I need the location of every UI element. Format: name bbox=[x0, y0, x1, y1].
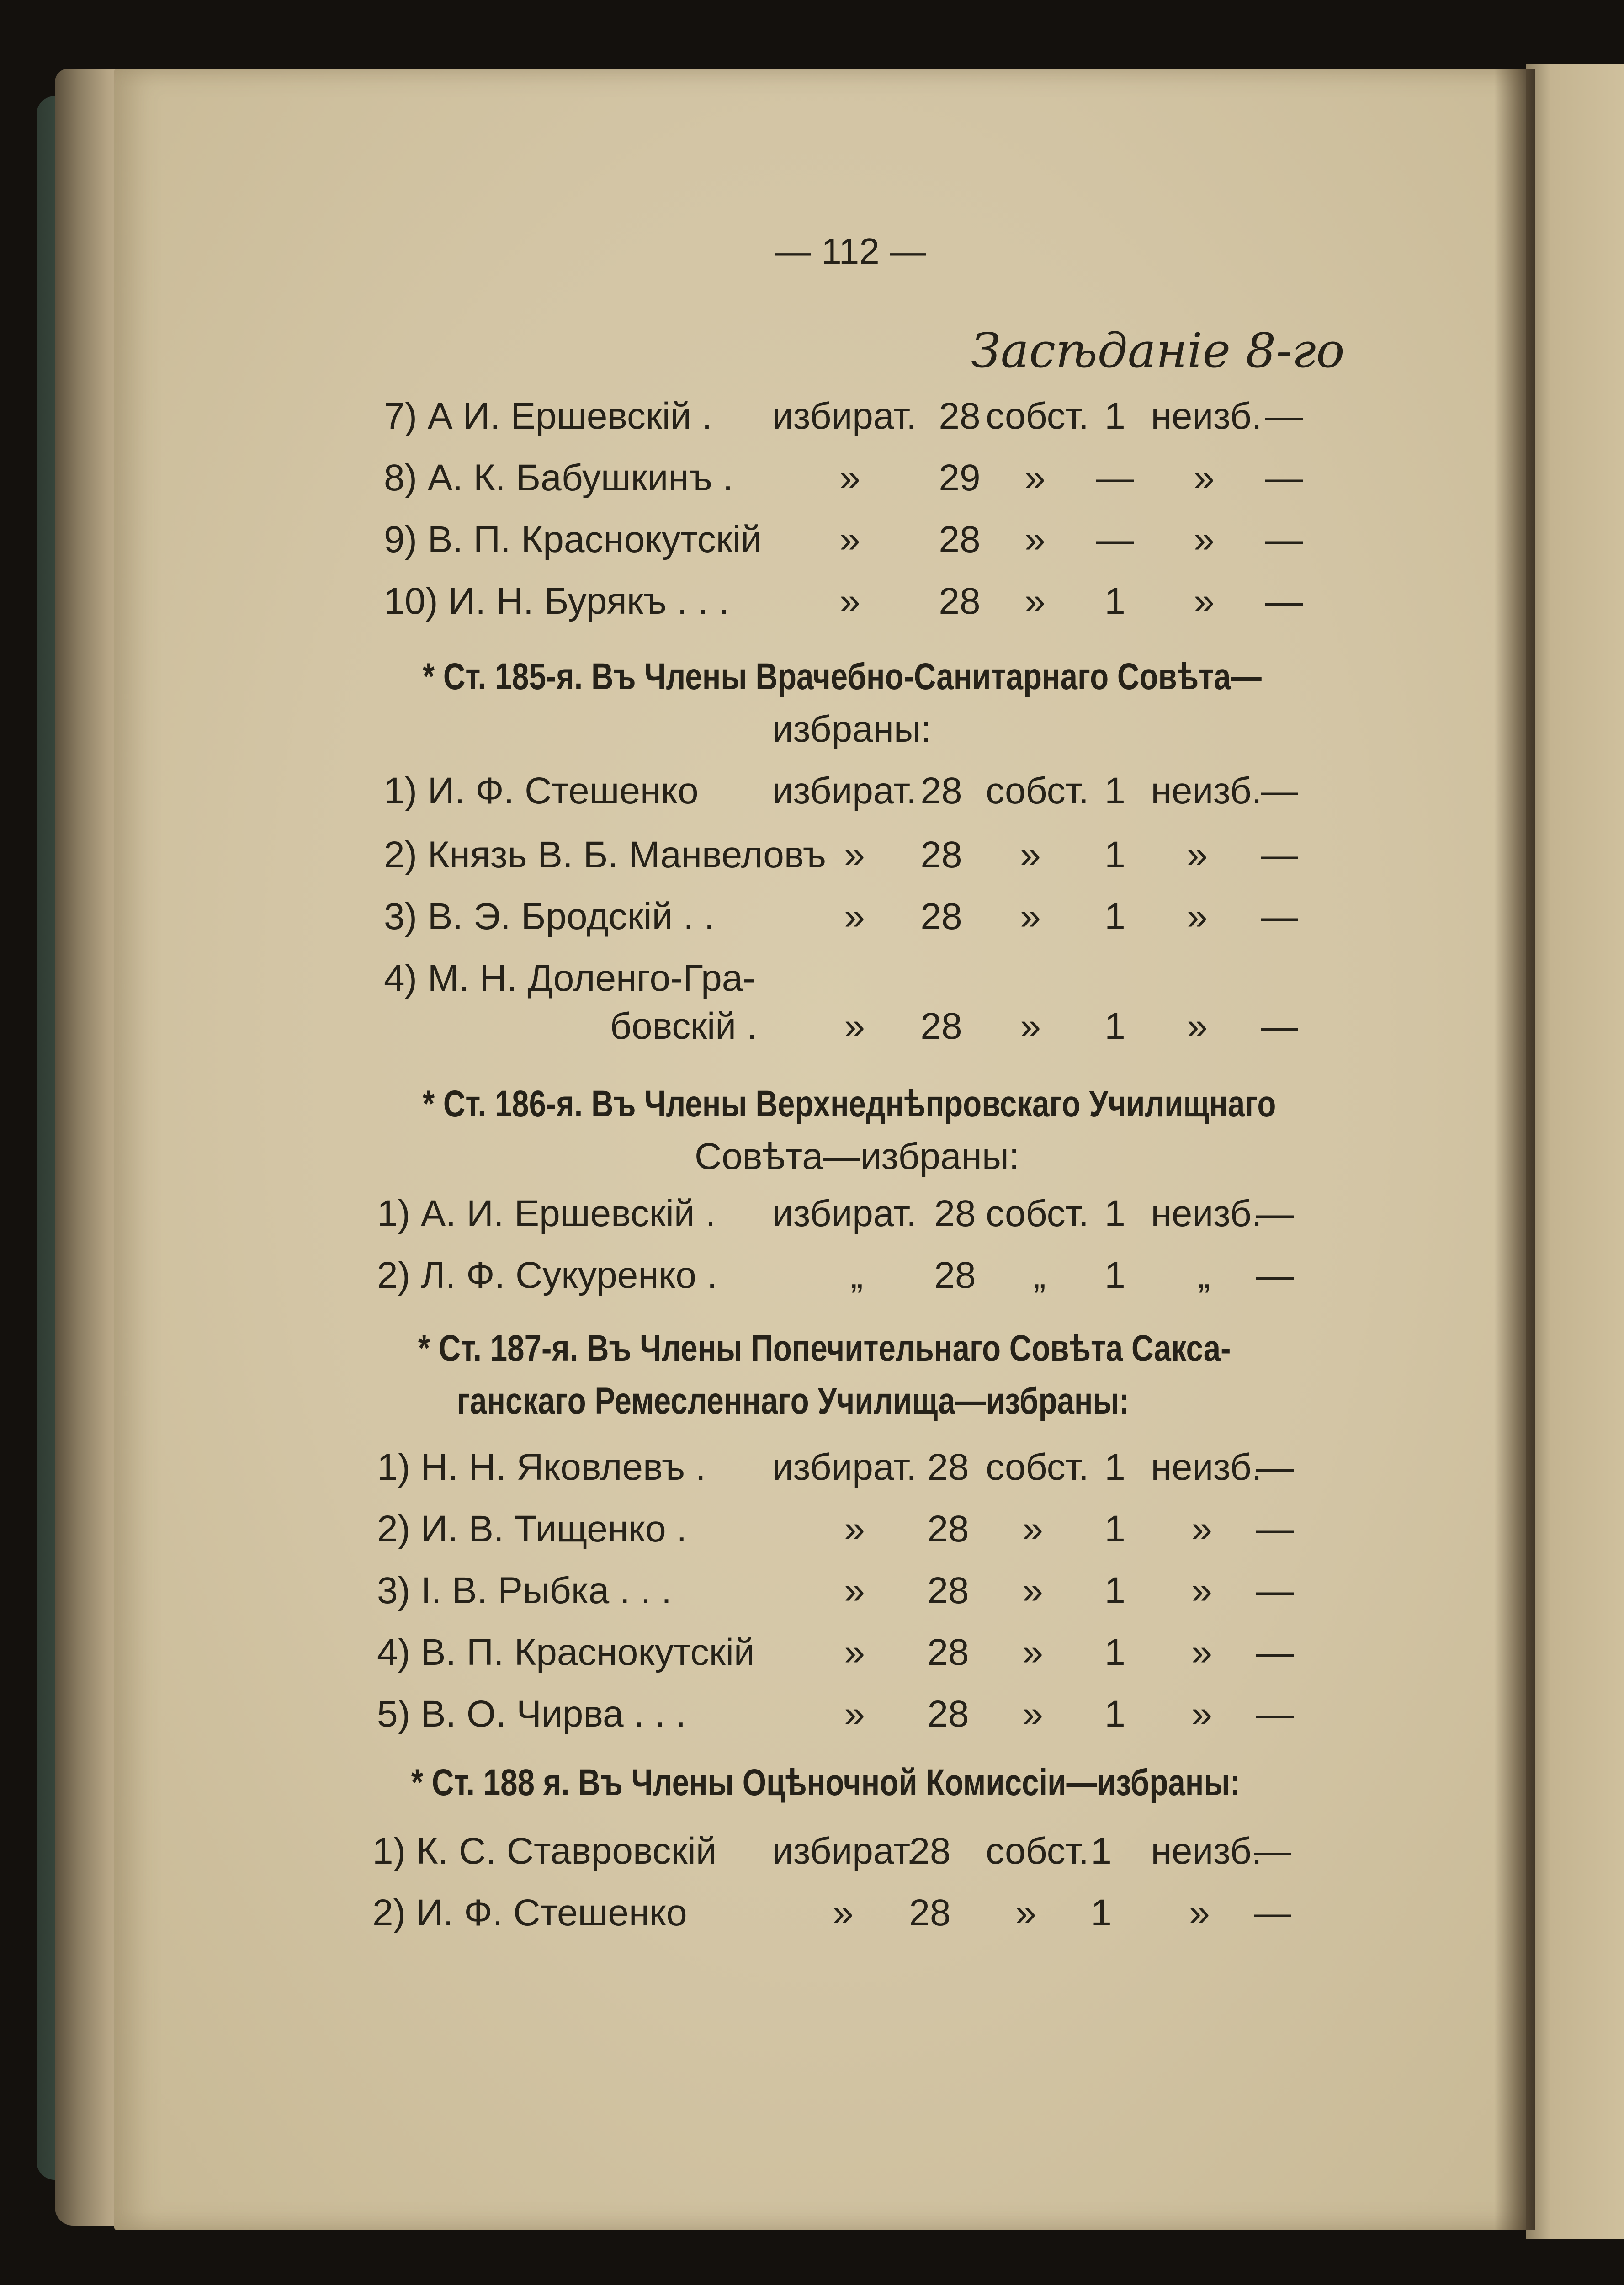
section-heading-185-cont: избраны: bbox=[772, 708, 931, 750]
section-heading-187: * Ст. 187-я. Въ Члены Попечительнаго Совѣта Сакса- bbox=[418, 1328, 1231, 1369]
entry-own-count: 1 bbox=[1091, 1892, 1112, 1934]
entry-dash: — bbox=[1265, 519, 1303, 560]
entry-own-count: — bbox=[1096, 519, 1134, 560]
entry-dash: — bbox=[1256, 1254, 1294, 1296]
entry-own-count: 1 bbox=[1104, 1254, 1125, 1296]
entry-unknown-label: неизб. bbox=[1151, 395, 1262, 437]
entry-name: 1) Н. Н. Яковлевъ . bbox=[377, 1446, 706, 1488]
entry-own-label: » bbox=[1022, 1508, 1043, 1550]
entry-unknown-label: » bbox=[1194, 580, 1215, 622]
entry-unknown-label: неизб. bbox=[1151, 1830, 1262, 1872]
entry-own-label: собст. bbox=[986, 395, 1089, 437]
entry-unknown-label: неизб. bbox=[1151, 770, 1262, 812]
entry-name: 2) И. Ф. Стешенко bbox=[372, 1892, 687, 1934]
entry-elect-label: » bbox=[844, 1693, 865, 1735]
entry-name: 7) А И. Ершевскій . bbox=[384, 395, 712, 437]
entry-dash: — bbox=[1256, 1693, 1294, 1735]
entry-dash: — bbox=[1254, 1830, 1291, 1872]
entry-elect-count: 28 bbox=[927, 1693, 969, 1735]
entry-elect-count: 28 bbox=[934, 1193, 976, 1234]
entry-elect-label: » bbox=[833, 1892, 854, 1934]
entry-elect-label: » bbox=[844, 1631, 865, 1673]
entry-unknown-label: » bbox=[1187, 896, 1208, 937]
entry-dash: — bbox=[1261, 896, 1298, 937]
entry-own-count: 1 bbox=[1104, 1005, 1125, 1047]
entry-own-count: 1 bbox=[1104, 1631, 1125, 1673]
entry-elect-count: 28 bbox=[939, 395, 981, 437]
entry-elect-count: 28 bbox=[939, 580, 981, 622]
facing-page bbox=[1526, 64, 1624, 2239]
entry-own-count: 1 bbox=[1104, 1570, 1125, 1611]
entry-unknown-label: » bbox=[1187, 834, 1208, 876]
entry-own-label: » bbox=[1022, 1631, 1043, 1673]
entry-own-label: » bbox=[1020, 834, 1041, 876]
entry-dash: — bbox=[1256, 1570, 1294, 1611]
entry-own-count: 1 bbox=[1091, 1830, 1112, 1872]
entry-dash: — bbox=[1261, 770, 1298, 812]
entry-name: 2) Л. Ф. Сукуренко . bbox=[377, 1254, 717, 1296]
entry-name: 1) К. С. Ставровскій bbox=[372, 1830, 717, 1872]
entry-elect-label: » bbox=[844, 1508, 865, 1550]
entry-elect-label: избират. bbox=[772, 770, 917, 812]
entry-own-label: » bbox=[1020, 1005, 1041, 1047]
entry-own-count: 1 bbox=[1104, 1508, 1125, 1550]
entry-unknown-label: » bbox=[1191, 1570, 1212, 1611]
entry-own-count: 1 bbox=[1104, 580, 1125, 622]
entry-name: 9) В. П. Краснокутскій bbox=[384, 519, 762, 560]
entry-elect-label: избират. bbox=[772, 1830, 917, 1872]
entry-name: 4) В. П. Краснокутскій bbox=[377, 1631, 755, 1673]
entry-own-label: собст. bbox=[986, 1193, 1089, 1234]
entry-own-count: 1 bbox=[1104, 395, 1125, 437]
entry-name: 2) И. В. Тищенко . bbox=[377, 1508, 687, 1550]
entry-elect-label: » bbox=[844, 1005, 865, 1047]
entry-elect-count: 28 bbox=[920, 1005, 962, 1047]
entry-elect-label: избират. bbox=[772, 395, 917, 437]
entry-own-count: 1 bbox=[1104, 896, 1125, 937]
entry-unknown-label: » bbox=[1194, 457, 1215, 499]
entry-own-label: » bbox=[1020, 896, 1041, 937]
entry-own-count: 1 bbox=[1104, 834, 1125, 876]
entry-elect-label: » bbox=[839, 519, 860, 560]
entry-elect-count: 28 bbox=[927, 1446, 969, 1488]
section-heading-188: * Ст. 188 я. Въ Члены Оцѣночной Комиссіи—избраны: bbox=[411, 1762, 1241, 1803]
entry-unknown-label: » bbox=[1194, 519, 1215, 560]
entry-name: 5) В. О. Чирва . . . bbox=[377, 1693, 686, 1735]
entry-own-label: » bbox=[1022, 1693, 1043, 1735]
entry-own-label: » bbox=[1015, 1892, 1036, 1934]
entry-elect-count: 28 bbox=[927, 1631, 969, 1673]
entry-elect-label: » bbox=[844, 896, 865, 937]
entry-name: 3) В. Э. Бродскій . . bbox=[384, 896, 715, 937]
entry-own-label: » bbox=[1024, 457, 1046, 499]
entry-elect-count: 28 bbox=[920, 896, 962, 937]
entry-dash: — bbox=[1265, 395, 1303, 437]
entry-unknown-label: неизб. bbox=[1151, 1193, 1262, 1234]
entry-name: 3) І. В. Рыбка . . . bbox=[377, 1570, 672, 1611]
gutter-shadow bbox=[1494, 69, 1535, 2230]
entry-own-label: » bbox=[1024, 580, 1046, 622]
entry-unknown-label: » bbox=[1191, 1631, 1212, 1673]
section-heading-186: * Ст. 186-я. Въ Члены Верхнеднѣпровскаго Училищнаго bbox=[423, 1083, 1276, 1125]
entry-elect-count: 28 bbox=[939, 519, 981, 560]
entry-elect-count: 28 bbox=[927, 1570, 969, 1611]
entry-name: 8) А. К. Бабушкинъ . bbox=[384, 457, 733, 499]
entry-unknown-label: » bbox=[1191, 1508, 1212, 1550]
entry-dash: — bbox=[1254, 1892, 1291, 1934]
running-head: Засѣданіе 8-го bbox=[971, 323, 1345, 378]
entry-unknown-label: » bbox=[1187, 1005, 1208, 1047]
entry-dash: — bbox=[1265, 580, 1303, 622]
entry-dash: — bbox=[1256, 1508, 1294, 1550]
entry-elect-label: » bbox=[844, 1570, 865, 1611]
entry-unknown-label: неизб. bbox=[1151, 1446, 1262, 1488]
entry-unknown-label: » bbox=[1189, 1892, 1210, 1934]
entry-elect-label: избират. bbox=[772, 1446, 917, 1488]
entry-elect-count: 28 bbox=[920, 770, 962, 812]
entry-elect-count: 29 bbox=[939, 457, 981, 499]
entry-own-label: собст. bbox=[986, 770, 1089, 812]
entry-name: 10) И. Н. Бурякъ . . . bbox=[384, 580, 729, 622]
section-heading-185: * Ст. 185-я. Въ Члены Врачебно-Санитарнаго Совѣта— bbox=[423, 656, 1262, 697]
entry-elect-label: „ bbox=[850, 1254, 863, 1296]
entry-name: 4) М. Н. Доленго-Гра- bbox=[384, 957, 755, 999]
entry-own-count: 1 bbox=[1104, 1693, 1125, 1735]
entry-own-label: » bbox=[1024, 519, 1046, 560]
section-heading-187-cont: ганскаго Ремесленнаго Училища—избраны: bbox=[457, 1380, 1130, 1422]
entry-elect-count: 28 bbox=[934, 1254, 976, 1296]
entry-own-label: „ bbox=[1033, 1254, 1046, 1296]
entry-elect-count: 28 bbox=[927, 1508, 969, 1550]
entry-unknown-label: » bbox=[1191, 1693, 1212, 1735]
entry-own-count: 1 bbox=[1104, 1446, 1125, 1488]
entry-name: 1) А. И. Ершевскій . bbox=[377, 1193, 716, 1234]
entry-dash: — bbox=[1261, 834, 1298, 876]
entry-dash: — bbox=[1256, 1631, 1294, 1673]
entry-elect-label: » bbox=[844, 834, 865, 876]
entry-own-label: собст. bbox=[986, 1830, 1089, 1872]
entry-elect-label: » bbox=[839, 580, 860, 622]
entry-own-label: » bbox=[1022, 1570, 1043, 1611]
entry-own-count: — bbox=[1096, 457, 1134, 499]
entry-dash: — bbox=[1256, 1446, 1294, 1488]
entry-name: 2) Князь В. Б. Манвеловъ bbox=[384, 834, 826, 876]
entry-unknown-label: „ bbox=[1198, 1254, 1210, 1296]
page-number: — 112 — bbox=[775, 231, 926, 271]
entry-dash: — bbox=[1256, 1193, 1294, 1234]
entry-elect-count: 28 bbox=[920, 834, 962, 876]
entry-elect-label: » bbox=[839, 457, 860, 499]
entry-elect-count: 28 bbox=[909, 1892, 951, 1934]
entry-elect-label: избират. bbox=[772, 1193, 917, 1234]
entry-name: бовскій . bbox=[610, 1005, 757, 1047]
entry-dash: — bbox=[1261, 1005, 1298, 1047]
entry-name: 1) И. Ф. Стешенко bbox=[384, 770, 699, 812]
entry-own-count: 1 bbox=[1104, 1193, 1125, 1234]
section-heading-186-cont: Совѣта—избраны: bbox=[695, 1136, 1019, 1177]
entry-own-count: 1 bbox=[1104, 770, 1125, 812]
entry-own-label: собст. bbox=[986, 1446, 1089, 1488]
entry-dash: — bbox=[1265, 457, 1303, 499]
entry-elect-count: 28 bbox=[909, 1830, 951, 1872]
